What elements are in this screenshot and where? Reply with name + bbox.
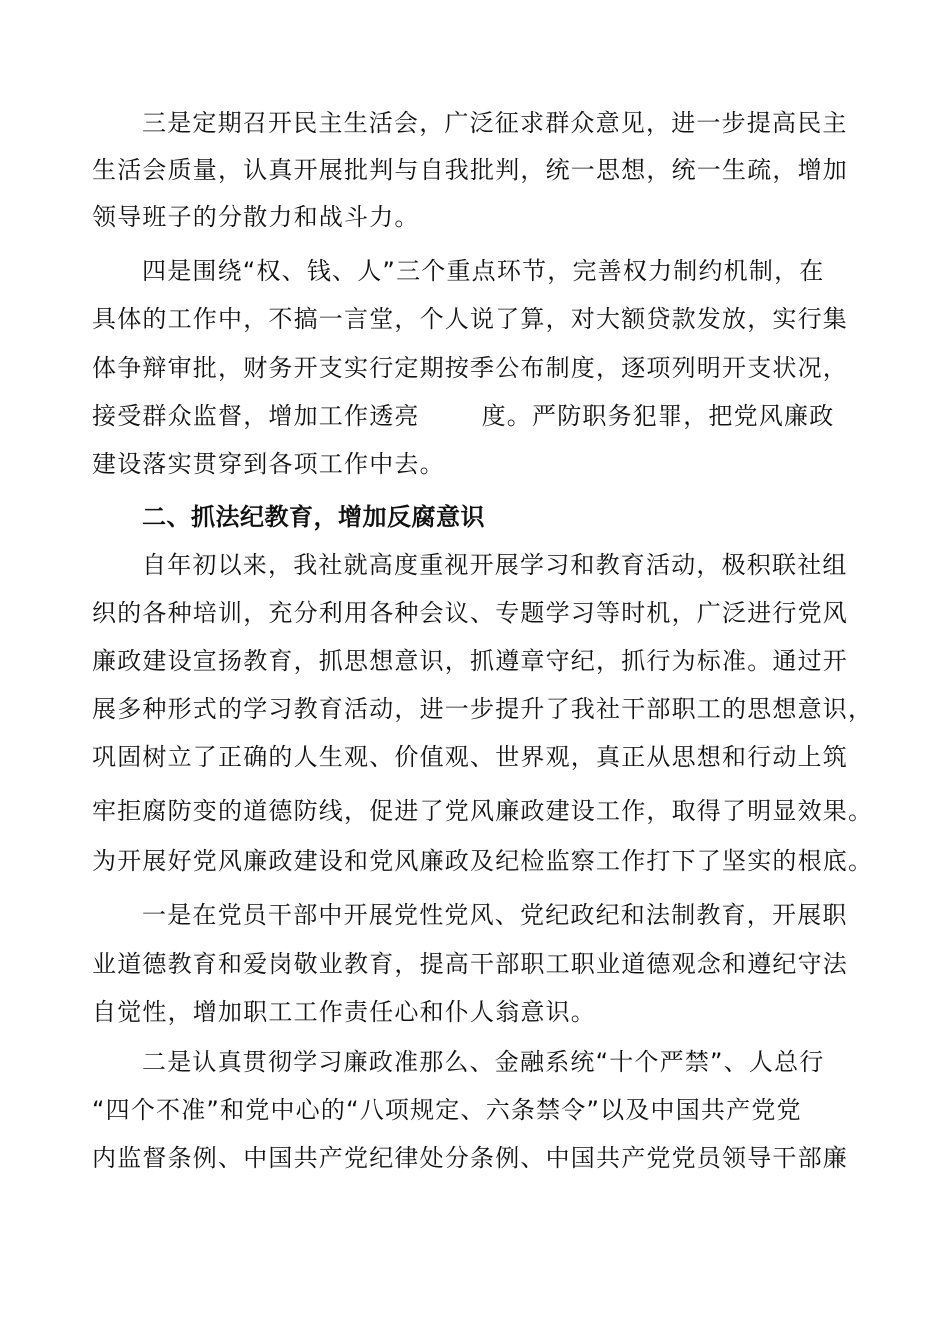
paragraph-line: 业道德教育和爱岗敬业教育，提高干部职工职业道德观念和遵纪守法 [92,950,848,978]
paragraph-line: “四个不准”和党中心的“八项规定、六条禁令”以及中国共产党党 [92,1096,802,1124]
paragraph-line: 自觉性，增加职工工作责任心和仆人翁意识。 [92,998,596,1026]
paragraph-line: 为开展好党风廉政建设和党风廉政及纪检监察工作打下了坚实的根底。 [92,847,874,875]
paragraph-line: 牢拒腐防变的道德防线，促进了党风廉政建设工作，取得了明显效果。 [92,797,874,825]
paragraph-line: 一是在党员干部中开展党性党风、党纪政纪和法制教育，开展职 [142,901,848,929]
paragraph-line: 自年初以来，我社就高度重视开展学习和教育活动，极积联社组 [142,551,848,579]
section-heading: 二、抓法纪教育，增加反腐意识 [142,503,485,531]
paragraph-line-segment: 度。严防职务犯罪，把党风廉政 [481,402,835,430]
paragraph-line: 体争辩审批，财务开支实行定期按季公布制度，逐项列明开支状况， [92,354,848,382]
paragraph-line: 具体的工作中，不搞一言堂，个人说了算，对大额贷款发放，实行集 [92,305,848,333]
paragraph-line: 建设落实贯穿到各项工作中去。 [92,450,445,478]
paragraph-line: 廉政建设宣扬教育，抓思想意识，抓遵章守纪，抓行为标准。通过开 [92,647,848,675]
paragraph-line-segment: 接受群众监督，增加工作透亮 [92,402,420,430]
paragraph-line: 织的各种培训，充分利用各种会议、专题学习等时机，广泛进行党风 [92,599,848,627]
paragraph-line: 展多种形式的学习教育活动，进一步提升了我社干部职工的思想意识， [92,695,874,723]
paragraph-line: 领导班子的分散力和战斗力。 [92,203,420,231]
paragraph-line: 四是围绕“权、钱、人”三个重点环节，完善权力制约机制，在 [142,257,825,285]
paragraph-line: 三是定期召开民主生活会，广泛征求群众意见，进一步提高民主 [142,109,848,137]
paragraph-line: 生活会质量，认真开展批判与自我批判，统一思想，统一生疏，增加 [92,156,848,184]
paragraph-line: 巩固树立了正确的人生观、价值观、世界观，真正从思想和行动上筑 [92,743,848,771]
paragraph-line: 二是认真贯彻学习廉政准那么、金融系统“十个严禁”、人总行 [142,1048,825,1076]
paragraph-line [92,401,882,431]
paragraph-line: 内监督条例、中国共产党纪律处分条例、中国共产党党员领导干部廉 [92,1144,848,1172]
